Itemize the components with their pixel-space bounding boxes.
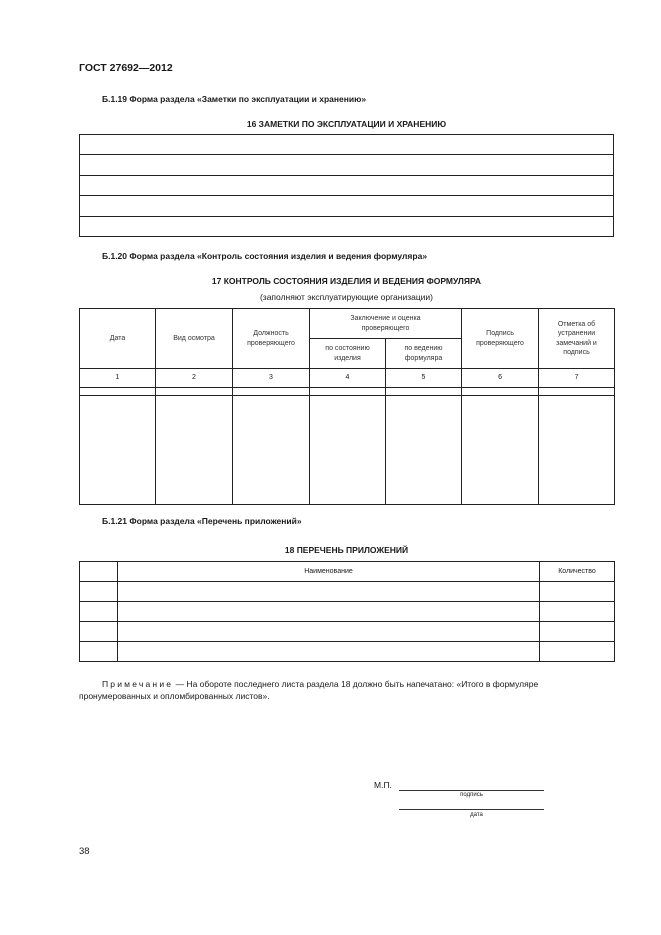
column-number-row: [80, 369, 615, 388]
col-header-name: Наименование: [118, 562, 540, 582]
table-title-17: 17 КОНТРОЛЬ СОСТОЯНИЯ ИЗДЕЛИЯ И ВЕДЕНИЯ ФОРМУЛЯРА: [211, 276, 482, 286]
table-cell[interactable]: [80, 642, 118, 662]
signature-caption: подпись: [460, 792, 483, 798]
table-row: [80, 175, 614, 195]
col-header-inspection-type: Вид осмотра: [156, 309, 233, 369]
table-cell[interactable]: [80, 135, 614, 155]
column-number: 2: [156, 369, 233, 388]
table-title-16: 16 ЗАМЕТКИ ПО ЭКСПЛУАТАЦИИ И ХРАНЕНИЮ: [246, 119, 447, 129]
table-cell[interactable]: [540, 602, 615, 622]
notes-table: [79, 134, 614, 237]
table-cell[interactable]: [310, 396, 386, 505]
table-cell[interactable]: [118, 582, 540, 602]
table-row: [80, 582, 615, 602]
table-cell[interactable]: [233, 396, 310, 505]
column-number: 3: [233, 369, 310, 388]
column-number: 7: [539, 369, 615, 388]
stamp-label: М.П.: [374, 780, 392, 790]
col-header-date: Дата: [80, 309, 156, 369]
table-header-row: [80, 309, 615, 339]
col-header-position: Должность проверяющего: [233, 309, 310, 369]
table-row: [80, 396, 615, 505]
date-caption: дата: [470, 812, 483, 818]
column-number: 6: [462, 369, 539, 388]
col-header-state: по состоянию изделия: [310, 339, 386, 369]
column-number: 5: [386, 369, 462, 388]
table-row: [80, 622, 615, 642]
col-header-record: по ведению формуляра: [386, 339, 462, 369]
table-cell[interactable]: [80, 216, 614, 236]
col-header-remarks: Отметка об устранении замечаний и подпись: [539, 309, 615, 369]
table-cell[interactable]: [80, 582, 118, 602]
date-line[interactable]: [399, 809, 544, 810]
table-cell[interactable]: [118, 602, 540, 622]
document-code: ГОСТ 27692—2012: [79, 62, 173, 74]
appendix-table: [79, 561, 615, 662]
note-label: Примечание: [102, 679, 174, 689]
column-number: 1: [80, 369, 156, 388]
table-cell[interactable]: [540, 582, 615, 602]
table-cell[interactable]: [118, 642, 540, 662]
table-row: [80, 155, 614, 175]
col-header-conclusion: Заключение и оценка проверяющего: [310, 309, 462, 339]
table-cell[interactable]: [80, 196, 614, 216]
table-cell[interactable]: [80, 175, 614, 195]
table-cell[interactable]: [80, 622, 118, 642]
table-cell[interactable]: [540, 642, 615, 662]
table-row: [80, 216, 614, 236]
table-header-row: [80, 562, 615, 582]
note: [102, 679, 614, 691]
table-cell[interactable]: [118, 622, 540, 642]
signature-line[interactable]: [399, 790, 544, 791]
table-cell[interactable]: [80, 155, 614, 175]
section-heading-b119: Б.1.19 Форма раздела «Заметки по эксплуатации и хранению»: [102, 94, 367, 104]
col-header-signature: Подпись проверяющего: [462, 309, 539, 369]
table-row: [80, 642, 615, 662]
table-row: [80, 196, 614, 216]
table-cell[interactable]: [156, 396, 233, 505]
table-cell[interactable]: [462, 396, 539, 505]
table-cell[interactable]: [80, 602, 118, 622]
spacer-row: [80, 388, 615, 396]
section-heading-b121: Б.1.21 Форма раздела «Перечень приложений»: [102, 516, 302, 526]
inspection-table: [79, 308, 615, 505]
table-cell[interactable]: [539, 396, 615, 505]
table-cell[interactable]: [540, 622, 615, 642]
column-number: 4: [310, 369, 386, 388]
table-title-18: 18 ПЕРЕЧЕНЬ ПРИЛОЖЕНИЙ: [284, 545, 409, 555]
note-text: — На обороте последнего листа раздела 18 должно быть напечатано: «Итого в формуляре: [173, 679, 539, 689]
page-number: 38: [79, 846, 90, 857]
col-header-quantity: Количество: [540, 562, 615, 582]
table-cell[interactable]: [80, 396, 156, 505]
table-row: [80, 135, 614, 155]
table-row: [80, 602, 615, 622]
table-cell[interactable]: [386, 396, 462, 505]
table-subtitle-17: (заполняют эксплуатирующие организации): [259, 292, 434, 302]
section-heading-b120: Б.1.20 Форма раздела «Контроль состояния изделия и ведения формуляра»: [102, 251, 428, 261]
note-continuation: пронумерованных и опломбированных листов».: [79, 690, 270, 701]
